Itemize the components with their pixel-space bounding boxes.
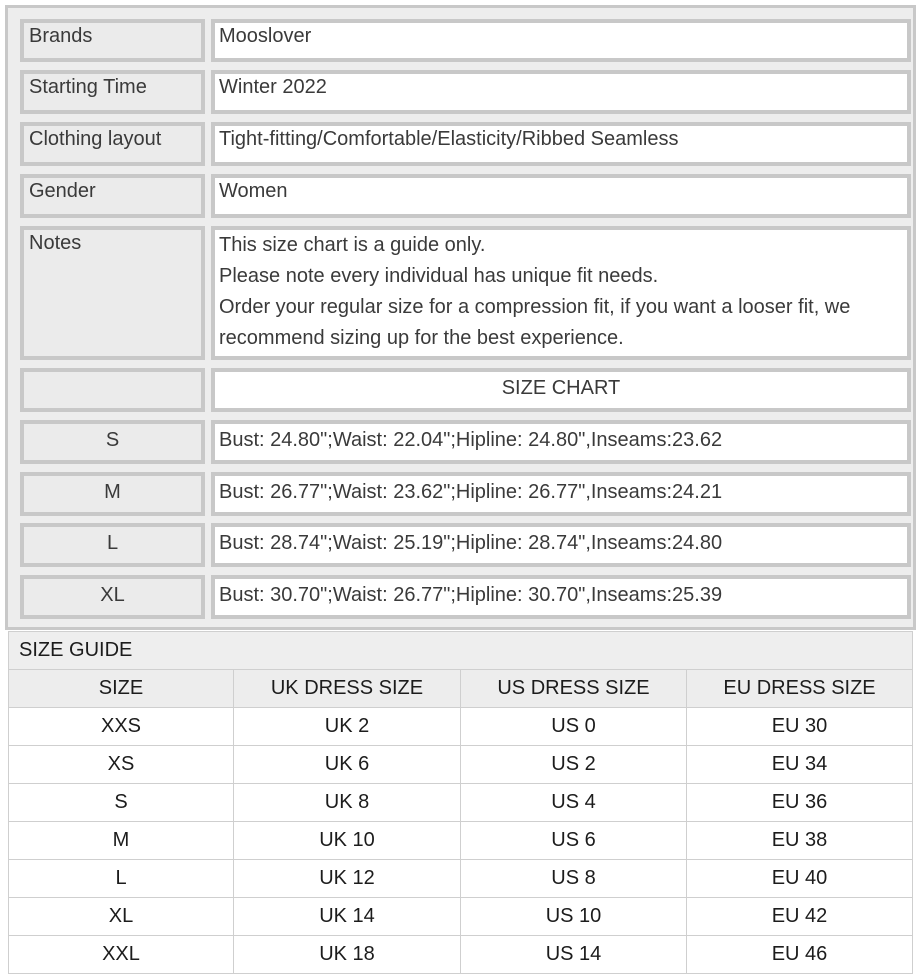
table-cell: US 2 <box>461 746 687 784</box>
clothing-layout-value: Tight-fitting/Comfortable/Elasticity/Ribbed Seamless <box>211 122 911 166</box>
notes-line: recommend sizing up for the best experience. <box>219 327 624 349</box>
size-label: M <box>20 472 205 516</box>
table-cell: EU 30 <box>687 708 913 746</box>
notes-line: This size chart is a guide only. <box>219 234 486 256</box>
column-header: US DRESS SIZE <box>461 670 687 708</box>
column-header: UK DRESS SIZE <box>234 670 461 708</box>
table-row <box>9 746 913 784</box>
gender-label: Gender <box>20 174 205 218</box>
size-label: S <box>20 420 205 464</box>
notes-label: Notes <box>20 226 205 360</box>
product-info-table <box>5 5 916 630</box>
table-cell: UK 10 <box>234 822 461 860</box>
table-cell: UK 2 <box>234 708 461 746</box>
brands-value: Mooslover <box>211 19 911 62</box>
table-cell: XL <box>9 898 234 936</box>
table-cell: EU 38 <box>687 822 913 860</box>
size-measurement: Bust: 26.77";Waist: 23.62";Hipline: 26.77",Inseams:24.21 <box>211 472 911 516</box>
size-guide-title-row <box>9 632 913 670</box>
size-label: L <box>20 523 205 567</box>
table-cell: XXS <box>9 708 234 746</box>
table-row <box>9 822 913 860</box>
table-cell: EU 42 <box>687 898 913 936</box>
notes-line: Please note every individual has unique fit needs. <box>219 265 659 287</box>
table-cell: XS <box>9 746 234 784</box>
table-cell: UK 14 <box>234 898 461 936</box>
column-header: SIZE <box>9 670 234 708</box>
table-cell: M <box>9 822 234 860</box>
table-row <box>9 708 913 746</box>
table-cell: XXL <box>9 936 234 974</box>
gender-value: Women <box>211 174 911 218</box>
notes-value <box>211 226 911 360</box>
table-cell: UK 18 <box>234 936 461 974</box>
table-cell: US 14 <box>461 936 687 974</box>
table-cell: US 10 <box>461 898 687 936</box>
table-cell: UK 6 <box>234 746 461 784</box>
size-chart-blank-cell <box>20 368 205 412</box>
table-row <box>9 936 913 974</box>
table-cell: US 6 <box>461 822 687 860</box>
table-cell: UK 12 <box>234 860 461 898</box>
table-cell: US 4 <box>461 784 687 822</box>
brands-label: Brands <box>20 19 205 62</box>
size-measurement: Bust: 28.74";Waist: 25.19";Hipline: 28.74",Inseams:24.80 <box>211 523 911 567</box>
starting-time-label: Starting Time <box>20 70 205 114</box>
table-row <box>9 784 913 822</box>
size-guide-title: SIZE GUIDE <box>9 632 913 670</box>
table-row <box>9 860 913 898</box>
table-cell: US 8 <box>461 860 687 898</box>
size-label: XL <box>20 575 205 619</box>
clothing-layout-label: Clothing layout <box>20 122 205 166</box>
starting-time-value: Winter 2022 <box>211 70 911 114</box>
table-cell: EU 36 <box>687 784 913 822</box>
size-guide-table <box>8 631 913 974</box>
table-cell: UK 8 <box>234 784 461 822</box>
size-measurement: Bust: 24.80";Waist: 22.04";Hipline: 24.80",Inseams:23.62 <box>211 420 911 464</box>
table-cell: S <box>9 784 234 822</box>
size-measurement: Bust: 30.70";Waist: 26.77";Hipline: 30.70",Inseams:25.39 <box>211 575 911 619</box>
size-guide-header-row <box>9 670 913 708</box>
table-cell: L <box>9 860 234 898</box>
size-chart-title: SIZE CHART <box>211 368 911 412</box>
table-row <box>9 898 913 936</box>
table-cell: EU 46 <box>687 936 913 974</box>
table-cell: US 0 <box>461 708 687 746</box>
table-cell: EU 40 <box>687 860 913 898</box>
column-header: EU DRESS SIZE <box>687 670 913 708</box>
table-cell: EU 34 <box>687 746 913 784</box>
notes-line: Order your regular size for a compression fit, if you want a looser fit, we <box>219 296 851 318</box>
